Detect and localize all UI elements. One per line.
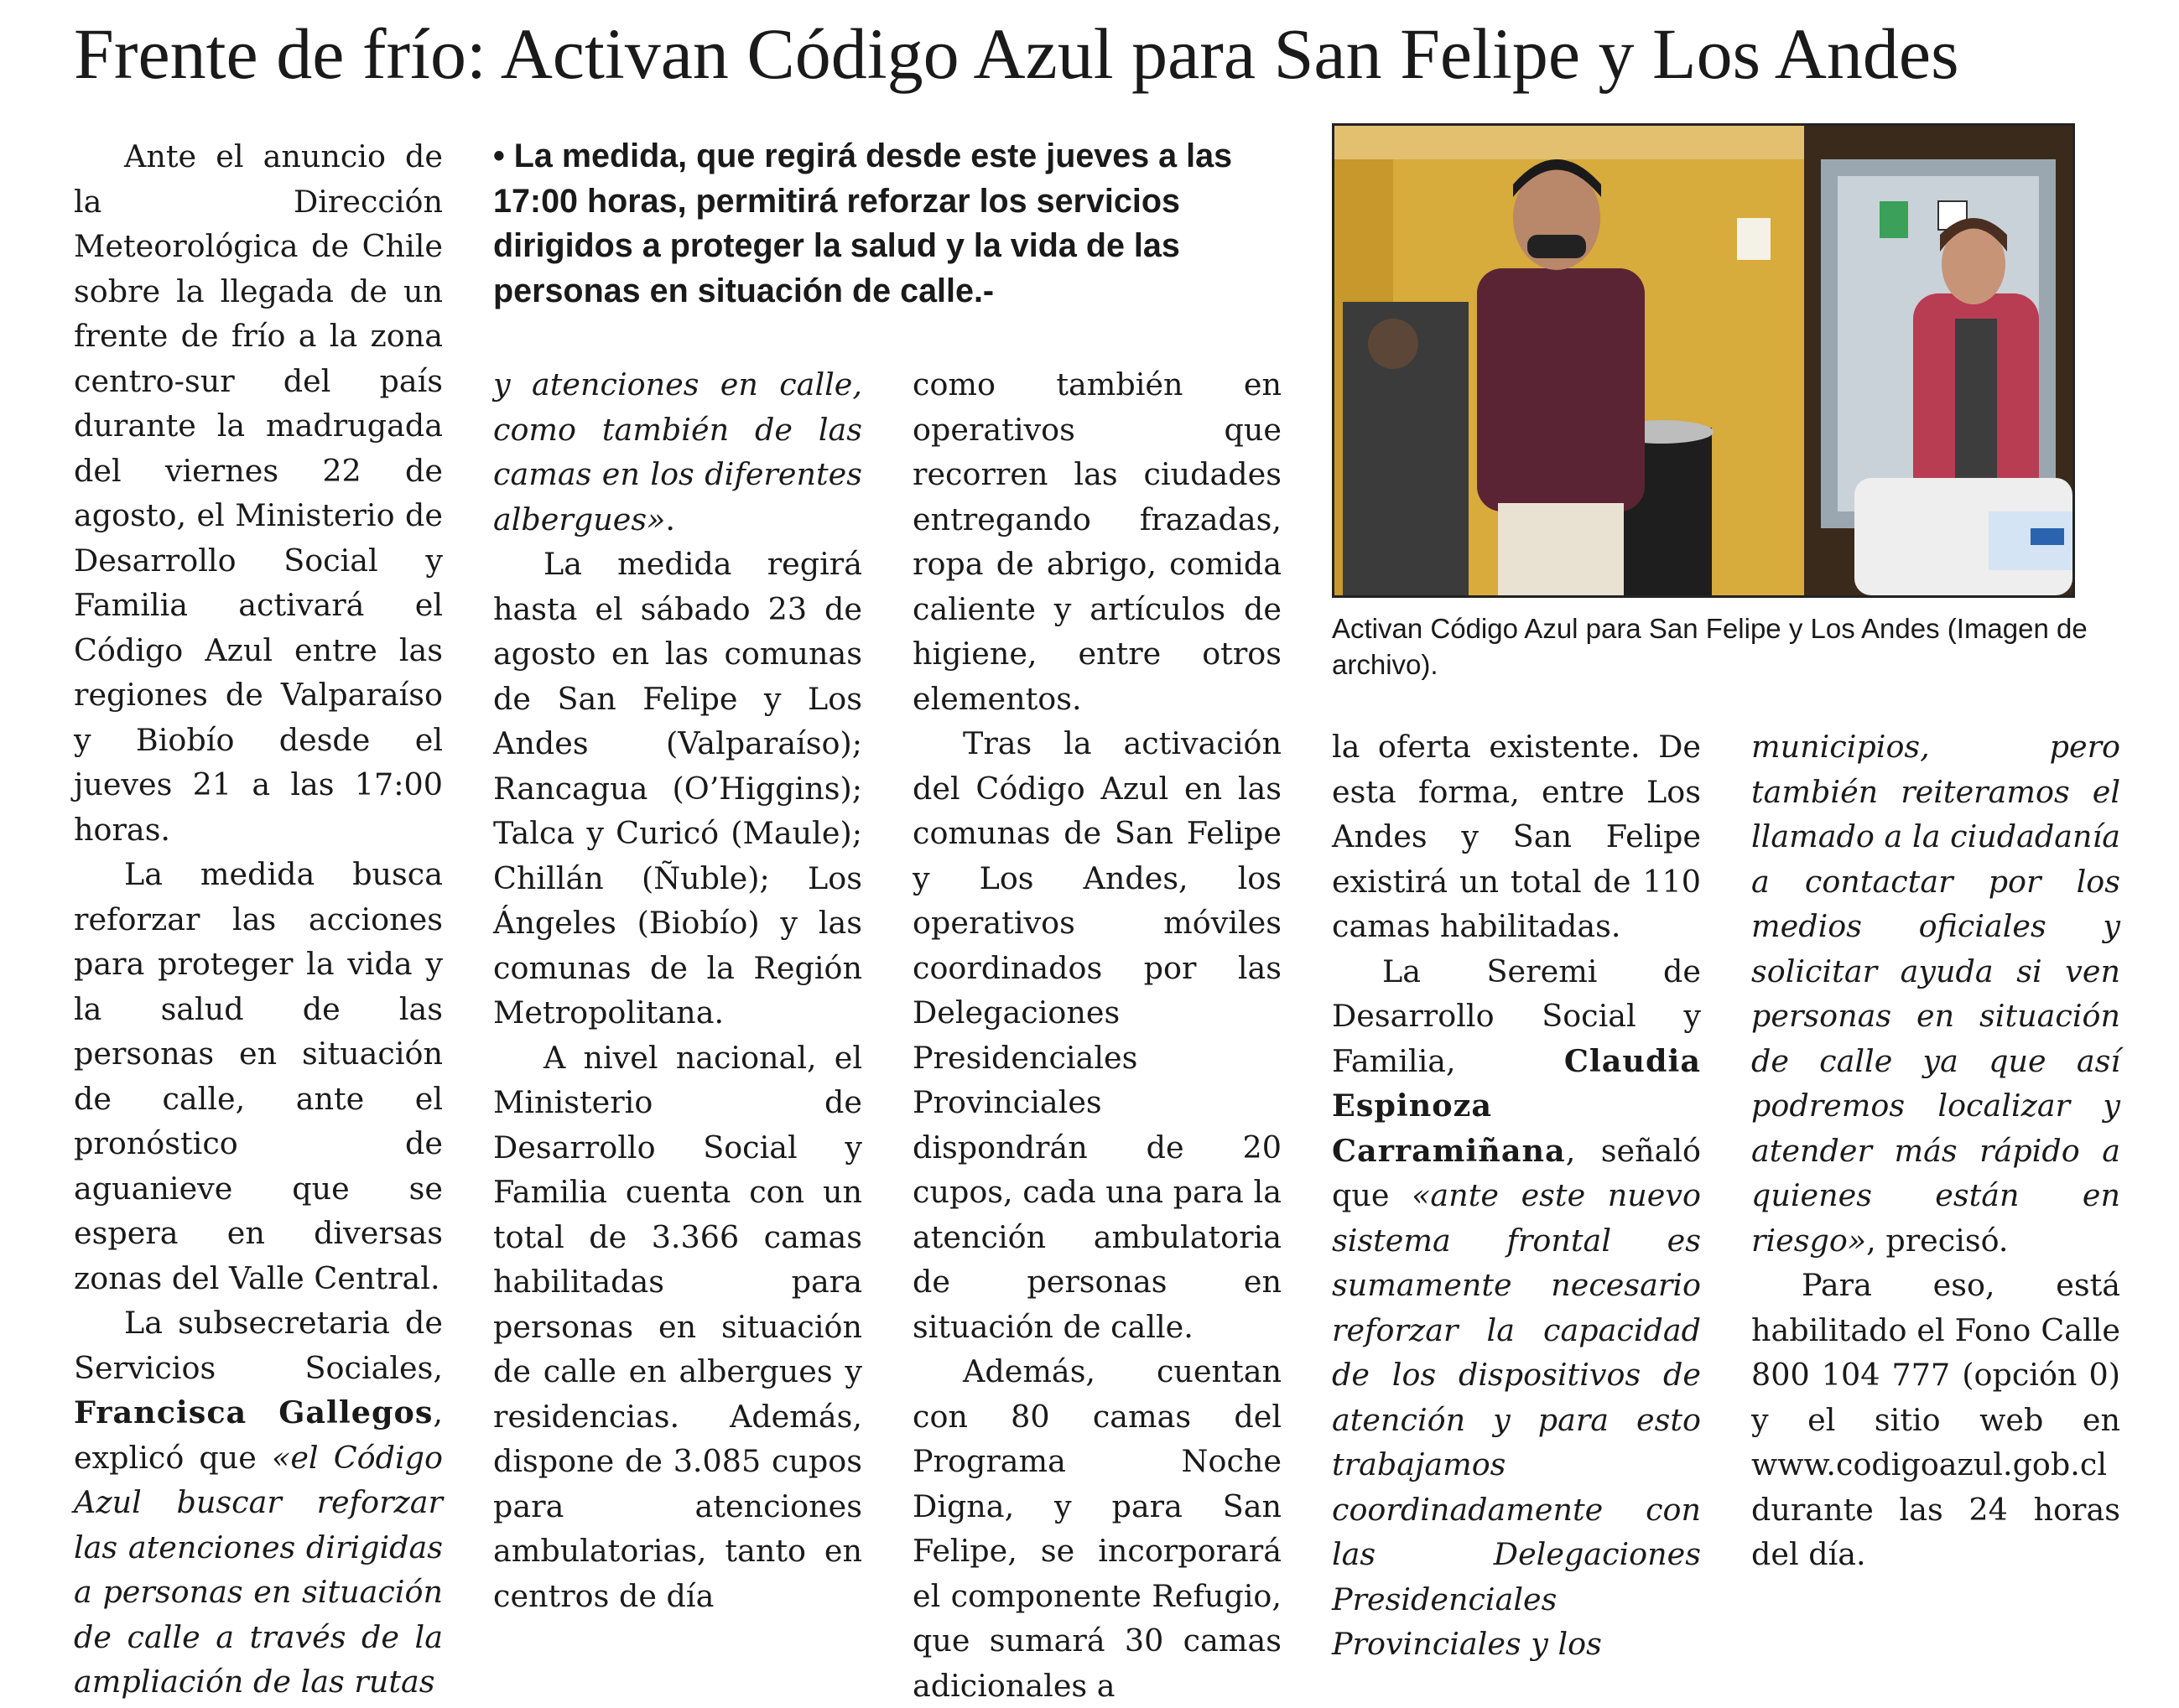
article-column-2 bbox=[493, 362, 862, 1618]
headline: Frente de frío: Activan Código Azul para San Felipe y Los Andes bbox=[74, 13, 1959, 94]
quote: «ante este nuevo sistema frontal es sumamente necesario reforzar la capacidad de los dispositivos de atención y para esto trabajamos coordinadamente con las Delegaciones Presidenciales Provinciales y los bbox=[1332, 1177, 1701, 1662]
article-column-1 bbox=[74, 134, 443, 1705]
paragraph bbox=[1751, 724, 2120, 1263]
article-column-3 bbox=[913, 362, 1282, 1708]
text: La subsecretaria de Servicios Sociales, bbox=[74, 1305, 443, 1386]
paragraph: Tras la activación del Código Azul en las comunas de San Felipe y Los Andes, los operativos móviles coordinados por las Delegaciones Presidenciales Provinciales dispondrán de 20 cupos, cada una para la atención ambulatoria de personas en situación de calle. bbox=[913, 725, 1282, 1345]
paragraph: como también en operativos que recorren las ciudades entregando frazadas, ropa de abrigo, comida caliente y artículos de higiene, entre otros elementos. bbox=[913, 366, 1282, 717]
text: , precisó. bbox=[1866, 1222, 2009, 1259]
paragraph: Para eso, está habilitado el Fono Calle 800 104 777 (opción 0) y el sitio web en www.codigoazul.gob.cl durante las 24 horas del día. bbox=[1751, 1267, 2120, 1572]
paragraph bbox=[74, 852, 443, 1300]
paragraph: La medida regirá hasta el sábado 23 de agosto en las comunas de San Felipe y Los Andes (Valparaíso); Rancagua (O’Higgins); Talca y Curicó (Maule); Chillán (Ñuble); Los Ángeles (Biobío) y las comunas de la Región Metropolitana. bbox=[493, 546, 862, 1031]
photo-illustration bbox=[1334, 126, 2072, 595]
quote: «el Código Azul buscar reforzar las atenciones dirigidas a personas en situación de calle a través de la ampliación de las rutas bbox=[74, 1439, 443, 1700]
lead-summary: • La medida, que regirá desde este jueves a las 17:00 horas, permitirá reforzar los servicios dirigidos a proteger la salud y la vida de las personas en situación de calle.- bbox=[493, 138, 1233, 309]
quote: municipios, pero también reiteramos el llamado a la ciudadanía a contactar por los medios oficiales y solicitar ayuda si ven personas en situación de calle ya que así podremos localizar y atender más rápido a quienes están en riesgo» bbox=[1751, 729, 2120, 1259]
text: La medida busca reforzar las acciones para proteger la vida y la salud de las personas en situación de calle, ante el pronóstico de aguanieve que se espera en diversas zonas del Valle Central. bbox=[74, 856, 443, 1296]
paragraph: Además, cuentan con 80 camas del Programa Noche Digna, y para San Felipe, se incorporará el componente Refugio, que sumará 30 camas adicionales a bbox=[913, 1353, 1282, 1704]
quote: y atenciones en calle, como también de las camas en los diferentes albergues» bbox=[493, 366, 862, 537]
text: , señaló que bbox=[1332, 1132, 1701, 1213]
paragraph bbox=[74, 1300, 443, 1705]
text: . bbox=[665, 501, 675, 537]
paragraph: Ante el anuncio de la Dirección Meteorológica de Chile sobre la llegada de un frente de frío a la zona centro-sur del país durante la madrugada del viernes 22 de agosto, el Ministerio de Desarrollo Social y Familia activará el Código Azul entre las regiones de Valparaíso y Biobío desde el jueves 21 a las 17:00 horas. bbox=[74, 138, 443, 848]
article-column-4 bbox=[1332, 724, 1701, 1667]
article-photo bbox=[1332, 123, 2075, 598]
article-column-5 bbox=[1751, 724, 2120, 1577]
paragraph bbox=[1332, 949, 1701, 1667]
paragraph: la oferta existente. De esta forma, entre Los Andes y San Felipe existirá un total de 110 camas habilitadas. bbox=[1332, 729, 1701, 944]
paragraph: A nivel nacional, el Ministerio de Desarrollo Social y Familia cuenta con un total de 3.366 camas habilitadas para personas en situación de calle en albergues y residencias. Además, dispone de 3.085 cupos para atenciones ambulatorias, tanto en centros de día bbox=[493, 1039, 862, 1614]
person-name: Francisca Gallegos bbox=[74, 1394, 434, 1430]
person-name: Claudia Espinoza Carramiñana bbox=[1332, 1042, 1701, 1169]
text: , explicó que bbox=[74, 1394, 443, 1476]
photo-caption: Activan Código Azul para San Felipe y Los Andes (Imagen de archivo). bbox=[1332, 613, 2088, 680]
text: La Seremi de Desarrollo Social y Familia, bbox=[1332, 953, 1701, 1079]
paragraph bbox=[493, 362, 862, 542]
